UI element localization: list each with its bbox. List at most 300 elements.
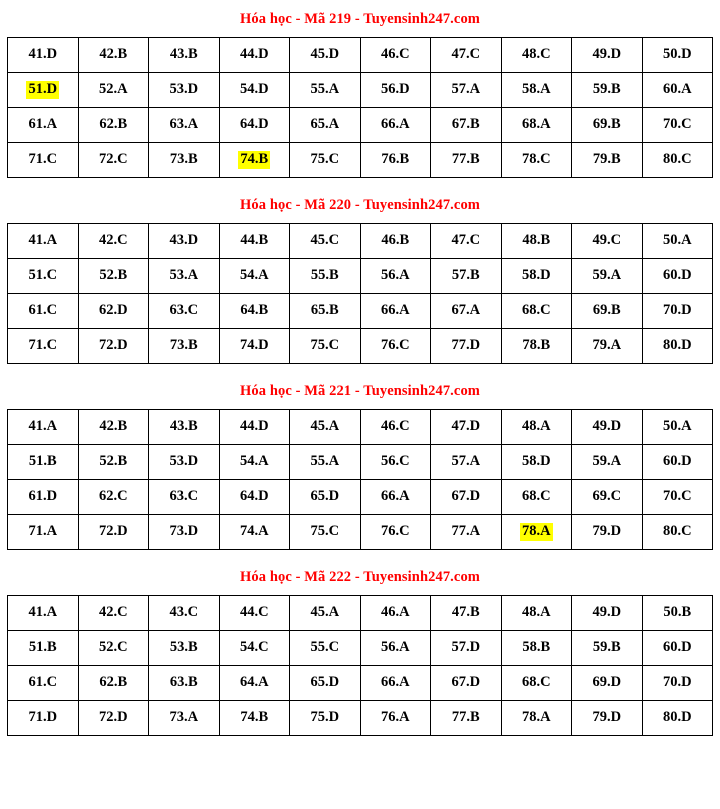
answer-text: 41.A	[28, 232, 58, 249]
answer-cell	[8, 480, 79, 515]
answer-cell	[501, 515, 572, 550]
table-row	[8, 666, 713, 701]
answer-text: 80.D	[662, 709, 692, 726]
answer-cell	[360, 259, 431, 294]
answer-cell	[360, 224, 431, 259]
answer-text: 53.D	[169, 453, 199, 470]
answer-cell	[78, 410, 149, 445]
answer-cell	[501, 480, 572, 515]
answer-cell	[149, 329, 220, 364]
answer-cell	[78, 631, 149, 666]
answer-text: 42.C	[98, 232, 128, 249]
answer-cell	[572, 515, 643, 550]
answer-cell	[78, 596, 149, 631]
table-row	[8, 73, 713, 108]
table-row	[8, 38, 713, 73]
answer-text: 47.C	[451, 46, 481, 63]
answer-cell	[572, 701, 643, 736]
answer-text: 76.C	[380, 523, 410, 540]
answer-text: 65.D	[310, 674, 340, 691]
answer-cell	[642, 224, 713, 259]
answer-text: 58.B	[522, 639, 551, 656]
answer-text: 49.D	[592, 418, 622, 435]
answer-cell	[149, 294, 220, 329]
answer-text: 47.D	[451, 418, 481, 435]
answer-text: 53.A	[169, 267, 199, 284]
answer-text: 72.D	[98, 709, 128, 726]
answer-text: 54.D	[239, 81, 269, 98]
answer-text: 41.A	[28, 604, 58, 621]
answer-text: 43.D	[169, 232, 199, 249]
answer-text: 55.B	[310, 267, 339, 284]
answer-cell	[360, 329, 431, 364]
answer-text: 80.C	[662, 523, 692, 540]
answer-text: 48.A	[521, 418, 551, 435]
answer-cell	[219, 480, 290, 515]
answer-cell	[8, 143, 79, 178]
table-row	[8, 143, 713, 178]
answer-block	[0, 562, 720, 746]
answer-text: 63.C	[169, 488, 199, 505]
answer-cell	[8, 410, 79, 445]
answer-cell	[642, 631, 713, 666]
answer-cell	[572, 445, 643, 480]
answer-text: 67.D	[451, 674, 481, 691]
answer-text: 74.A	[239, 523, 269, 540]
answer-text: 54.C	[239, 639, 269, 656]
answer-cell	[149, 701, 220, 736]
answer-cell	[501, 666, 572, 701]
answer-text: 59.A	[592, 453, 622, 470]
answer-text: 51.C	[28, 267, 58, 284]
answer-text: 69.D	[592, 674, 622, 691]
answer-text: 69.C	[592, 488, 622, 505]
answer-cell	[78, 143, 149, 178]
answer-cell	[8, 259, 79, 294]
answer-cell	[501, 259, 572, 294]
answer-text: 45.D	[310, 46, 340, 63]
answer-text: 66.A	[380, 302, 410, 319]
answer-text: 58.D	[521, 453, 551, 470]
answer-cell	[572, 73, 643, 108]
answer-cell	[642, 515, 713, 550]
answer-cell	[572, 143, 643, 178]
answer-text: 70.C	[662, 116, 692, 133]
answer-cell	[219, 410, 290, 445]
answer-text-highlighted: 51.D	[28, 81, 58, 98]
answer-cell	[290, 596, 361, 631]
answer-cell	[360, 666, 431, 701]
answer-text: 58.A	[521, 81, 551, 98]
answer-text: 54.A	[239, 453, 269, 470]
answer-text: 49.C	[592, 232, 622, 249]
answer-text: 69.B	[592, 302, 621, 319]
answer-cell	[431, 596, 502, 631]
answer-text: 49.D	[592, 46, 622, 63]
answer-cell	[290, 515, 361, 550]
answer-text: 41.D	[28, 46, 58, 63]
answer-text: 65.B	[310, 302, 339, 319]
answer-text: 46.A	[380, 604, 410, 621]
answer-text: 77.A	[451, 523, 481, 540]
answer-text: 48.C	[521, 46, 551, 63]
answer-cell	[219, 259, 290, 294]
answer-cell	[431, 73, 502, 108]
answer-cell	[642, 294, 713, 329]
answer-text: 52.B	[99, 267, 128, 284]
answer-cell	[572, 596, 643, 631]
answer-text: 56.A	[380, 267, 410, 284]
answer-text: 73.D	[169, 523, 199, 540]
answer-cell	[219, 329, 290, 364]
answer-cell	[219, 143, 290, 178]
answer-text: 78.C	[521, 151, 551, 168]
answer-text: 42.B	[99, 418, 128, 435]
answer-cell	[360, 108, 431, 143]
answer-cell	[8, 329, 79, 364]
answer-text: 42.C	[98, 604, 128, 621]
block-title: Hóa học - Mã 219 - Tuyensinh247.com	[240, 11, 480, 27]
answer-cell	[290, 631, 361, 666]
answer-text: 61.C	[28, 674, 58, 691]
answer-text: 77.D	[451, 337, 481, 354]
answer-text: 57.D	[451, 639, 481, 656]
answer-cell	[572, 480, 643, 515]
answer-cell	[8, 515, 79, 550]
answer-table	[7, 595, 713, 736]
answer-text: 60.D	[662, 267, 692, 284]
answer-text: 65.D	[310, 488, 340, 505]
answer-text: 54.A	[239, 267, 269, 284]
table-row	[8, 480, 713, 515]
answer-text: 47.C	[451, 232, 481, 249]
answer-text: 78.A	[521, 709, 551, 726]
answer-table	[7, 223, 713, 364]
answer-cell	[642, 143, 713, 178]
answer-text: 63.A	[169, 116, 199, 133]
answer-cell	[219, 73, 290, 108]
answer-text: 46.C	[380, 418, 410, 435]
answer-cell	[360, 38, 431, 73]
answer-cell	[431, 224, 502, 259]
answer-cell	[78, 445, 149, 480]
answer-cell	[431, 480, 502, 515]
answer-text: 61.A	[28, 116, 58, 133]
answer-cell	[360, 515, 431, 550]
answer-cell	[501, 631, 572, 666]
answer-text: 71.D	[28, 709, 58, 726]
answer-cell	[149, 38, 220, 73]
answer-text: 45.A	[310, 418, 340, 435]
answer-cell	[8, 666, 79, 701]
answer-cell	[642, 73, 713, 108]
answer-cell	[572, 631, 643, 666]
answer-text: 64.A	[239, 674, 269, 691]
answer-cell	[501, 224, 572, 259]
answer-cell	[219, 224, 290, 259]
answer-text: 68.C	[521, 674, 551, 691]
answer-text: 46.C	[380, 46, 410, 63]
answer-cell	[572, 224, 643, 259]
answer-cell	[8, 38, 79, 73]
table-row	[8, 596, 713, 631]
answer-block	[0, 190, 720, 376]
answer-text: 68.C	[521, 488, 551, 505]
answer-text: 50.A	[662, 232, 692, 249]
answer-cell	[572, 38, 643, 73]
answer-text: 80.C	[662, 151, 692, 168]
answer-text: 75.C	[310, 337, 340, 354]
answer-cell	[290, 701, 361, 736]
answer-text: 45.A	[310, 604, 340, 621]
answer-text: 58.D	[521, 267, 551, 284]
answer-cell	[501, 143, 572, 178]
answer-cell	[8, 701, 79, 736]
answer-text: 59.B	[592, 81, 621, 98]
answer-cell	[360, 480, 431, 515]
answer-blocks-container	[0, 4, 720, 746]
answer-cell	[78, 515, 149, 550]
answer-text: 64.D	[239, 488, 269, 505]
answer-cell	[78, 224, 149, 259]
answer-text: 73.B	[169, 151, 198, 168]
answer-table	[7, 37, 713, 178]
answer-text: 42.B	[99, 46, 128, 63]
answer-cell	[431, 108, 502, 143]
answer-cell	[219, 108, 290, 143]
answer-text: 57.B	[451, 267, 480, 284]
answer-cell	[290, 38, 361, 73]
answer-cell	[431, 666, 502, 701]
answer-text: 79.A	[592, 337, 622, 354]
answer-cell	[290, 329, 361, 364]
answer-text: 61.D	[28, 488, 58, 505]
answer-cell	[149, 224, 220, 259]
answer-cell	[642, 480, 713, 515]
answer-text: 67.A	[451, 302, 481, 319]
answer-text: 52.A	[98, 81, 128, 98]
answer-text: 80.D	[662, 337, 692, 354]
answer-text: 48.B	[522, 232, 551, 249]
answer-cell	[431, 38, 502, 73]
answer-text: 68.A	[521, 116, 551, 133]
answer-cell	[78, 73, 149, 108]
answer-cell	[290, 666, 361, 701]
answer-cell	[78, 701, 149, 736]
answer-cell	[8, 108, 79, 143]
answer-cell	[360, 701, 431, 736]
answer-text: 55.A	[310, 81, 340, 98]
answer-text: 73.B	[169, 337, 198, 354]
answer-text: 74.B	[240, 709, 269, 726]
answer-cell	[642, 666, 713, 701]
answer-cell	[8, 294, 79, 329]
answer-cell	[642, 329, 713, 364]
answer-text: 45.C	[310, 232, 340, 249]
answer-cell	[78, 294, 149, 329]
answer-cell	[572, 410, 643, 445]
answer-text: 70.C	[662, 488, 692, 505]
answer-cell	[219, 38, 290, 73]
answer-text: 49.D	[592, 604, 622, 621]
answer-text: 66.A	[380, 116, 410, 133]
answer-cell	[290, 108, 361, 143]
answer-text: 78.B	[522, 337, 551, 354]
answer-cell	[642, 445, 713, 480]
answer-cell	[219, 631, 290, 666]
answer-text: 62.C	[98, 488, 128, 505]
answer-text: 71.C	[28, 151, 58, 168]
table-row	[8, 515, 713, 550]
answer-cell	[501, 38, 572, 73]
answer-text: 77.B	[451, 151, 480, 168]
answer-cell	[431, 410, 502, 445]
answer-cell	[501, 410, 572, 445]
answer-cell	[290, 143, 361, 178]
answer-cell	[8, 445, 79, 480]
answer-cell	[572, 259, 643, 294]
answer-cell	[149, 445, 220, 480]
answer-cell	[431, 701, 502, 736]
answer-text: 62.B	[99, 674, 128, 691]
answer-text: 56.D	[380, 81, 410, 98]
answer-text: 64.D	[239, 116, 269, 133]
answer-cell	[360, 445, 431, 480]
answer-cell	[78, 329, 149, 364]
answer-block	[0, 376, 720, 562]
answer-cell	[149, 108, 220, 143]
answer-cell	[219, 666, 290, 701]
answer-text: 75.C	[310, 523, 340, 540]
answer-cell	[78, 259, 149, 294]
answer-cell	[149, 666, 220, 701]
table-row	[8, 294, 713, 329]
answer-cell	[149, 515, 220, 550]
answer-cell	[431, 259, 502, 294]
answer-text: 71.C	[28, 337, 58, 354]
answer-cell	[431, 143, 502, 178]
answer-text: 71.A	[28, 523, 58, 540]
answer-cell	[572, 294, 643, 329]
answer-text: 69.B	[592, 116, 621, 133]
answer-cell	[8, 631, 79, 666]
table-row	[8, 329, 713, 364]
answer-text: 46.B	[381, 232, 410, 249]
block-title: Hóa học - Mã 222 - Tuyensinh247.com	[240, 569, 480, 585]
answer-text: 73.A	[169, 709, 199, 726]
answer-text: 76.C	[380, 337, 410, 354]
answer-text: 72.D	[98, 523, 128, 540]
answer-text: 50.B	[663, 604, 692, 621]
answer-cell	[290, 480, 361, 515]
answer-text: 66.A	[380, 674, 410, 691]
answer-cell	[642, 259, 713, 294]
answer-cell	[642, 596, 713, 631]
answer-text: 55.C	[310, 639, 340, 656]
answer-text: 59.B	[592, 639, 621, 656]
answer-text: 64.B	[240, 302, 269, 319]
table-row	[8, 259, 713, 294]
answer-cell	[431, 294, 502, 329]
answer-cell	[501, 73, 572, 108]
answer-cell	[219, 701, 290, 736]
table-row	[8, 631, 713, 666]
answer-text: 77.B	[451, 709, 480, 726]
answer-text: 50.A	[662, 418, 692, 435]
answer-text-highlighted: 78.A	[521, 523, 551, 540]
answer-text: 51.B	[28, 453, 57, 470]
answer-text: 51.B	[28, 639, 57, 656]
block-spacer	[0, 364, 720, 376]
answer-cell	[219, 445, 290, 480]
answer-text: 44.B	[240, 232, 269, 249]
answer-text: 52.C	[98, 639, 128, 656]
answer-cell	[290, 294, 361, 329]
answer-cell	[642, 410, 713, 445]
table-row	[8, 701, 713, 736]
answer-cell	[572, 108, 643, 143]
answer-text: 67.D	[451, 488, 481, 505]
block-spacer	[0, 178, 720, 190]
answer-cell	[78, 666, 149, 701]
answer-cell	[149, 259, 220, 294]
answer-cell	[149, 143, 220, 178]
answer-text: 53.D	[169, 81, 199, 98]
answer-text: 70.D	[662, 674, 692, 691]
answer-cell	[360, 73, 431, 108]
table-row	[8, 224, 713, 259]
answer-text: 43.B	[169, 46, 198, 63]
answer-table	[7, 409, 713, 550]
block-title: Hóa học - Mã 220 - Tuyensinh247.com	[240, 197, 480, 213]
answer-cell	[290, 410, 361, 445]
answer-text: 47.B	[451, 604, 480, 621]
answer-text: 63.B	[169, 674, 198, 691]
answer-cell	[431, 329, 502, 364]
answer-cell	[360, 410, 431, 445]
answer-text: 56.C	[380, 453, 410, 470]
answer-text: 79.D	[592, 523, 622, 540]
answer-text: 76.B	[381, 151, 410, 168]
answer-text: 79.B	[592, 151, 621, 168]
answer-text: 67.B	[451, 116, 480, 133]
answer-text: 62.B	[99, 116, 128, 133]
answer-text: 74.D	[239, 337, 269, 354]
answer-cell	[501, 329, 572, 364]
answer-text: 75.D	[310, 709, 340, 726]
answer-text: 50.D	[662, 46, 692, 63]
answer-text: 52.B	[99, 453, 128, 470]
answer-text: 41.A	[28, 418, 58, 435]
answer-text: 76.A	[380, 709, 410, 726]
answer-cell	[572, 666, 643, 701]
answer-cell	[431, 445, 502, 480]
answer-cell	[78, 108, 149, 143]
answer-text: 48.A	[521, 604, 551, 621]
answer-text: 57.A	[451, 453, 481, 470]
answer-cell	[501, 596, 572, 631]
answer-cell	[149, 596, 220, 631]
answer-cell	[290, 259, 361, 294]
block-spacer	[0, 550, 720, 562]
answer-text: 68.C	[521, 302, 551, 319]
answer-cell	[8, 224, 79, 259]
answer-cell	[149, 631, 220, 666]
answer-text: 43.B	[169, 418, 198, 435]
answer-text: 44.D	[239, 418, 269, 435]
answer-cell	[360, 596, 431, 631]
answer-cell	[149, 480, 220, 515]
